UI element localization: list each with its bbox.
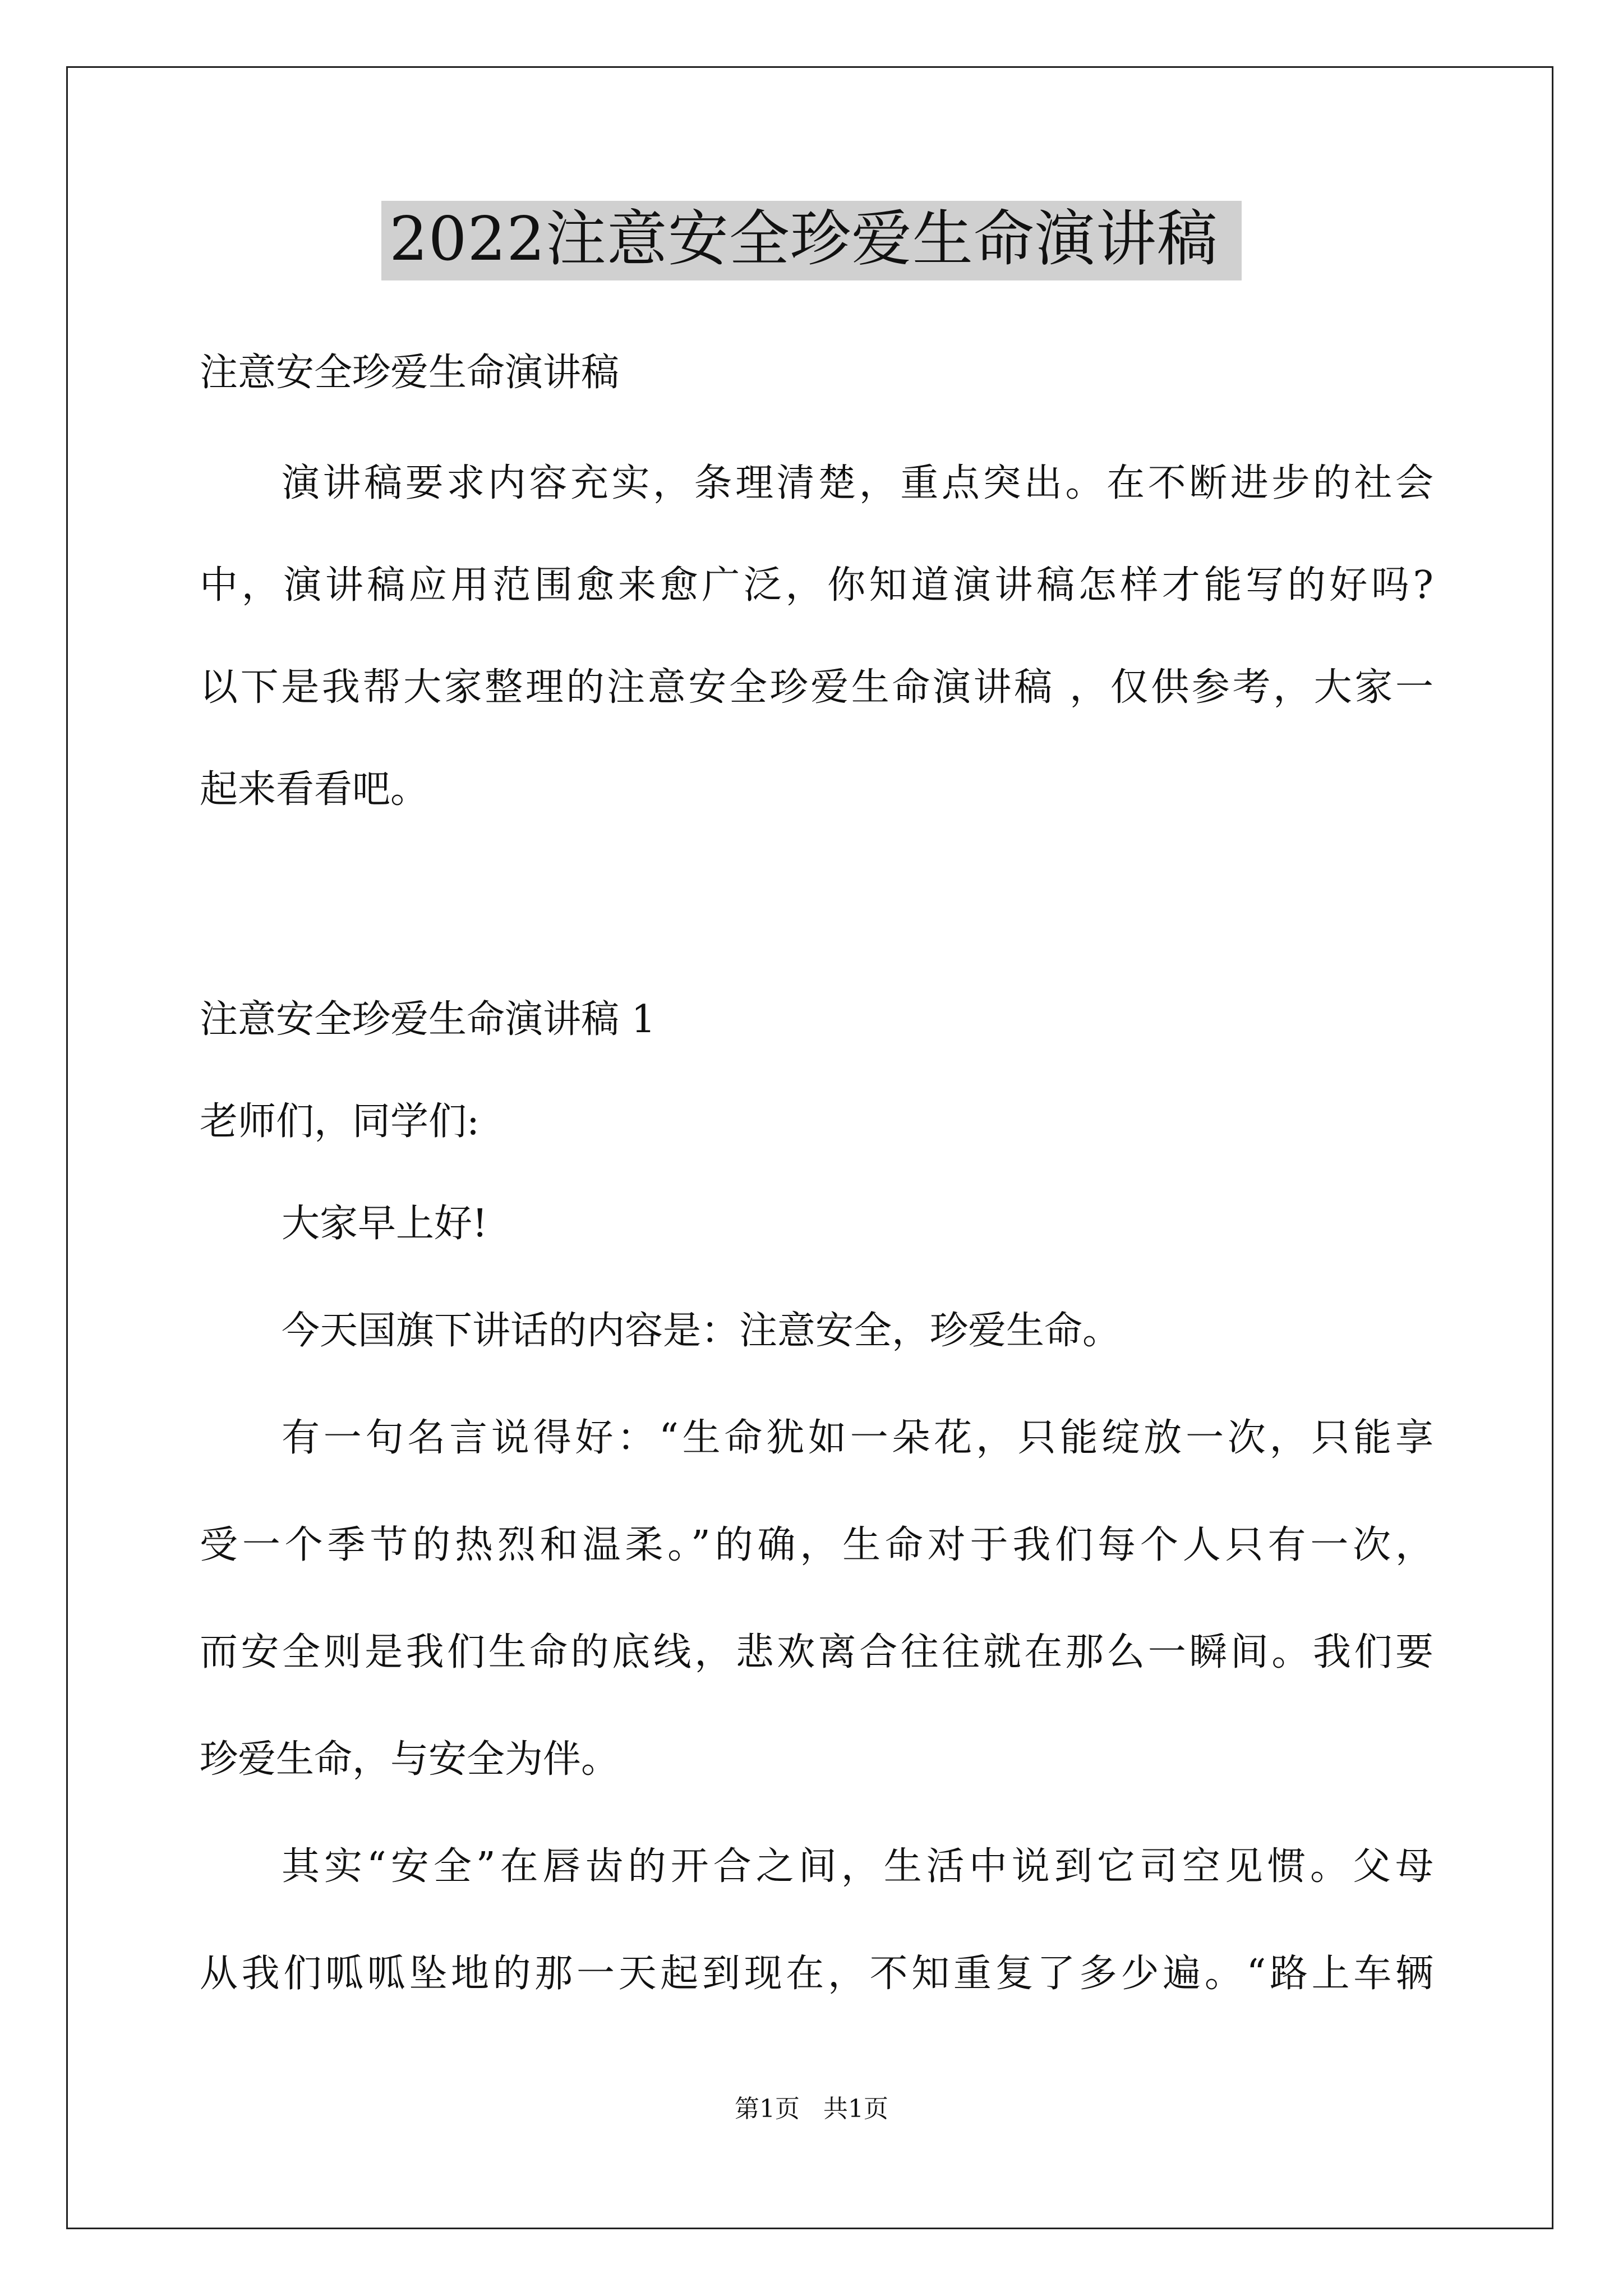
subtitle-line: 注意安全珍爱生命演讲稿 xyxy=(200,351,620,395)
paragraph-line: 受一个季节的热烈和温柔。”的确，生命对于我们每个人只有一次， xyxy=(200,1523,1433,1567)
paragraph-line: 有一句名言说得好：“生命犹如一朵花，只能绽放一次，只能享 xyxy=(282,1416,1433,1460)
paragraph-line: 以下是我帮大家整理的注意安全珍爱生命演讲稿 ，仅供参考，大家一 xyxy=(200,665,1433,710)
salutation-line: 老师们，同学们: xyxy=(200,1099,479,1144)
paragraph-line: 珍爱生命，与安全为伴。 xyxy=(200,1737,620,1782)
title-container xyxy=(0,201,1623,280)
document-title: 2022注意安全珍爱生命演讲稿 xyxy=(381,201,1242,280)
page-number-footer: 第1页 共1页 xyxy=(735,2095,888,2123)
paragraph-line: 今天国旗下讲话的内容是：注意安全，珍爱生命。 xyxy=(282,1309,1121,1353)
paragraph-line: 大家早上好! xyxy=(282,1202,488,1246)
paragraph-line: 而安全则是我们生命的底线，悲欢离合往往就在那么一瞬间。我们要 xyxy=(200,1630,1433,1674)
paragraph-line: 其实“安全”在唇齿的开合之间，生活中说到它司空见惯。父母 xyxy=(282,1844,1433,1889)
paragraph-line: 从我们呱呱坠地的那一天起到现在，不知重复了多少遍。“路上车辆 xyxy=(200,1952,1433,1996)
paragraph-line: 演讲稿要求内容充实，条理清楚，重点突出。在不断进步的社会 xyxy=(282,461,1433,505)
paragraph-line: 起来看看吧。 xyxy=(200,767,429,812)
section-heading: 注意安全珍爱生命演讲稿 1 xyxy=(200,997,656,1042)
paragraph-line: 中，演讲稿应用范围愈来愈广泛，你知道演讲稿怎样才能写的好吗? xyxy=(200,563,1433,608)
